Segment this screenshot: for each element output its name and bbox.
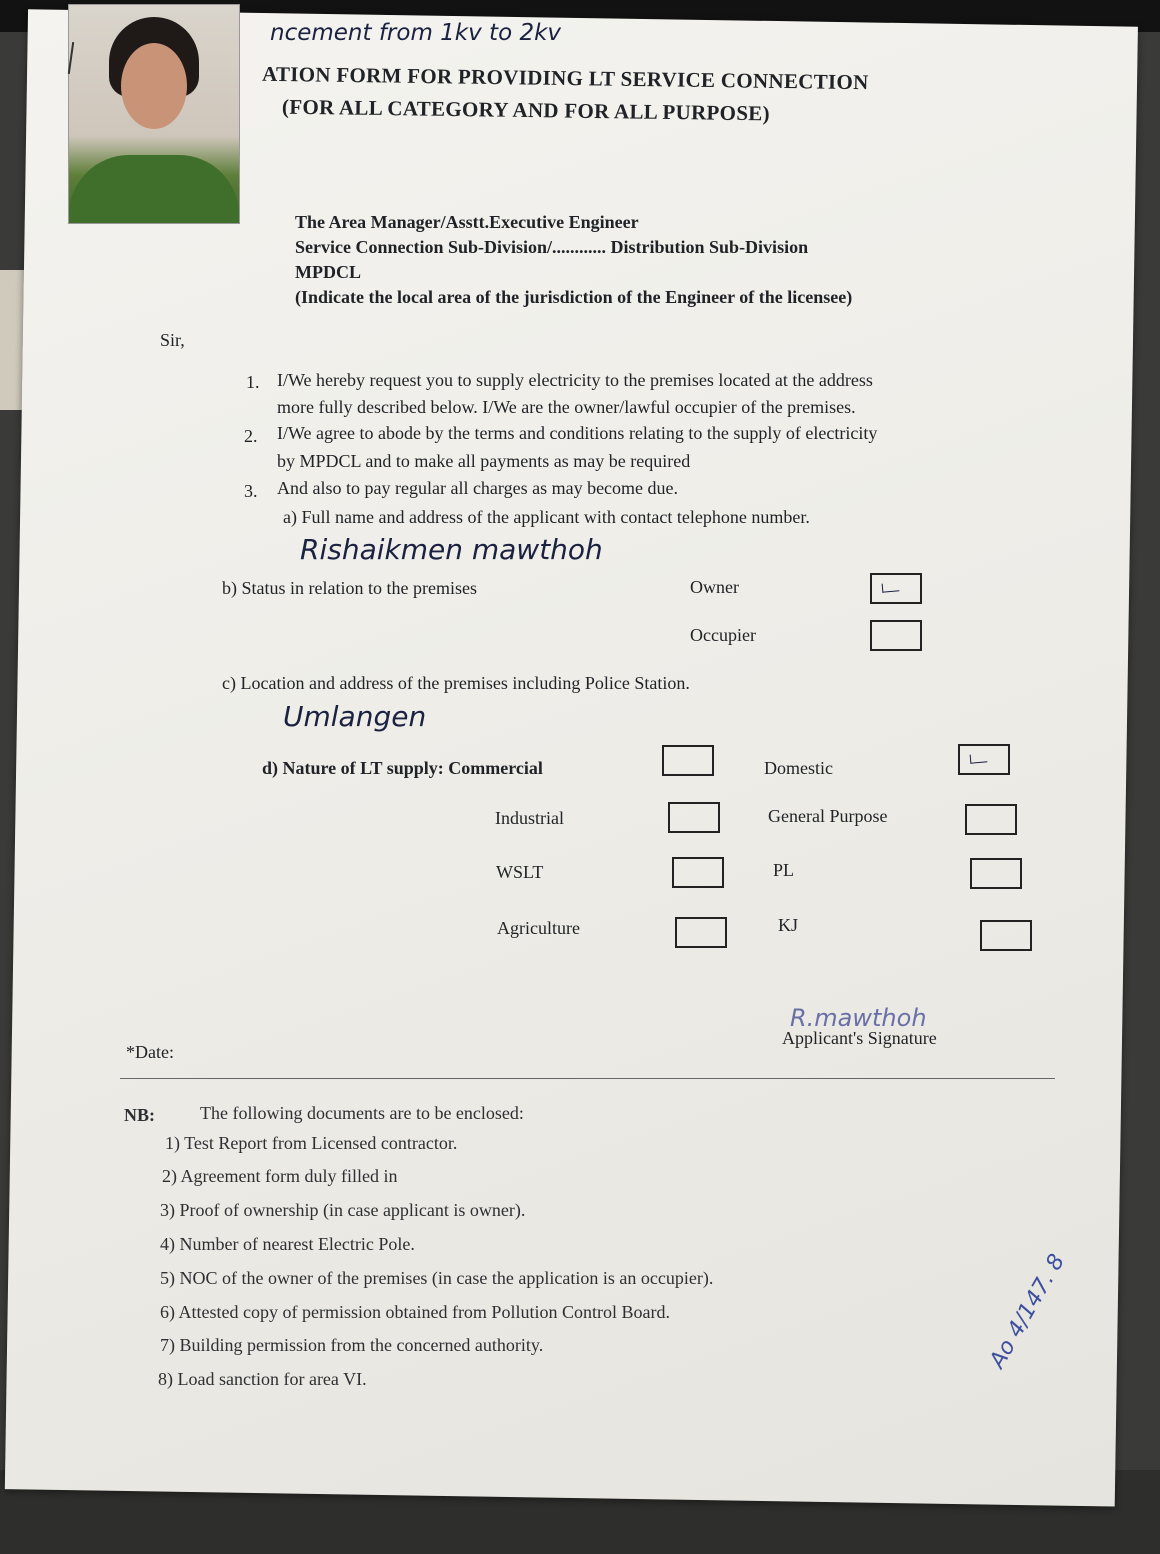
agriculture-label: Agriculture (497, 918, 580, 938)
domestic-label: Domestic (764, 758, 833, 778)
nb-item: 4) Number of nearest Electric Pole. (160, 1234, 415, 1254)
clause-2-line-2: by MPDCL and to make all payments as may be required (277, 451, 691, 471)
pl-label: PL (773, 860, 795, 880)
field-c-label: c) Location and address of the premises including Police Station. (222, 673, 690, 693)
clause-1-line-1: I/We hereby request you to supply electricity to the premises located at the address (277, 370, 873, 390)
applicant-name-value: Rishaikmen mawthoh (300, 533, 603, 566)
nb-item: 7) Building permission from the concerned authority. (160, 1335, 544, 1355)
addressee-line-4: (Indicate the local area of the jurisdiction of the Engineer of the licensee) (295, 287, 853, 307)
general-purpose-checkbox[interactable] (965, 804, 1017, 835)
margin-handwritten-note: Ao 4/147. 8 (985, 1250, 1071, 1373)
commercial-checkbox[interactable] (662, 745, 714, 776)
divider-line (120, 1078, 1055, 1079)
nb-item: 1) Test Report from Licensed contractor. (165, 1133, 458, 1153)
industrial-label: Industrial (495, 808, 564, 828)
clause-3-number: 3. (244, 481, 258, 501)
kj-label: KJ (778, 915, 799, 935)
domestic-checkbox[interactable] (958, 744, 1010, 775)
nb-item: 5) NOC of the owner of the premises (in case the application is an occupier). (160, 1268, 714, 1288)
salutation: Sir, (160, 330, 185, 350)
applicant-photo (68, 4, 240, 224)
addressee-line-2: Service Connection Sub-Division/............ Distribution Sub-Division (295, 237, 809, 257)
signature-label: Applicant's Signature (782, 1028, 937, 1048)
general-purpose-label: General Purpose (768, 806, 888, 826)
addressee-line-1: The Area Manager/Asstt.Executive Engineer (295, 212, 639, 232)
handwritten-top-note: ncement from 1kv to 2kv (270, 20, 562, 46)
field-a-label: a) Full name and address of the applicant with contact telephone number. (283, 507, 810, 527)
date-label: *Date: (126, 1042, 174, 1062)
form-title: ATION FORM FOR PROVIDING LT SERVICE CONNECTION (261, 61, 869, 95)
owner-label: Owner (690, 577, 739, 597)
clause-1-line-2: more fully described below. I/We are the owner/lawful occupier of the premises. (277, 397, 856, 417)
occupier-label: Occupier (690, 625, 756, 645)
occupier-checkbox[interactable] (870, 620, 922, 651)
form-subtitle: (FOR ALL CATEGORY AND FOR ALL PURPOSE) (281, 94, 771, 126)
clause-2-line-1: I/We agree to abode by the terms and conditions relating to the supply of electricity (277, 423, 878, 443)
clause-3-line-1: And also to pay regular all charges as may become due. (277, 478, 679, 498)
handwritten-signature: R.mawthoh (790, 1004, 927, 1032)
agriculture-checkbox[interactable] (675, 917, 727, 948)
nb-item: 2) Agreement form duly filled in (162, 1166, 398, 1186)
nb-label: NB: (124, 1105, 155, 1125)
owner-checkbox[interactable] (870, 573, 922, 604)
field-d-label: d) Nature of LT supply: Commercial (262, 758, 543, 778)
clause-1-number: 1. (246, 372, 260, 392)
clause-2-number: 2. (244, 426, 258, 446)
addressee-line-3: MPDCL (295, 262, 361, 282)
wslt-label: WSLT (496, 862, 544, 882)
nb-item: 6) Attested copy of permission obtained from Pollution Control Board. (160, 1302, 670, 1322)
pl-checkbox[interactable] (970, 858, 1022, 889)
kj-checkbox[interactable] (980, 920, 1032, 951)
location-value: Umlangen (283, 700, 427, 733)
industrial-checkbox[interactable] (668, 802, 720, 833)
nb-item: 8) Load sanction for area VI. (158, 1369, 367, 1389)
field-b-label: b) Status in relation to the premises (222, 578, 477, 598)
nb-item: 3) Proof of ownership (in case applicant is owner). (160, 1200, 526, 1220)
nb-intro: The following documents are to be enclosed: (200, 1103, 524, 1123)
wslt-checkbox[interactable] (672, 857, 724, 888)
